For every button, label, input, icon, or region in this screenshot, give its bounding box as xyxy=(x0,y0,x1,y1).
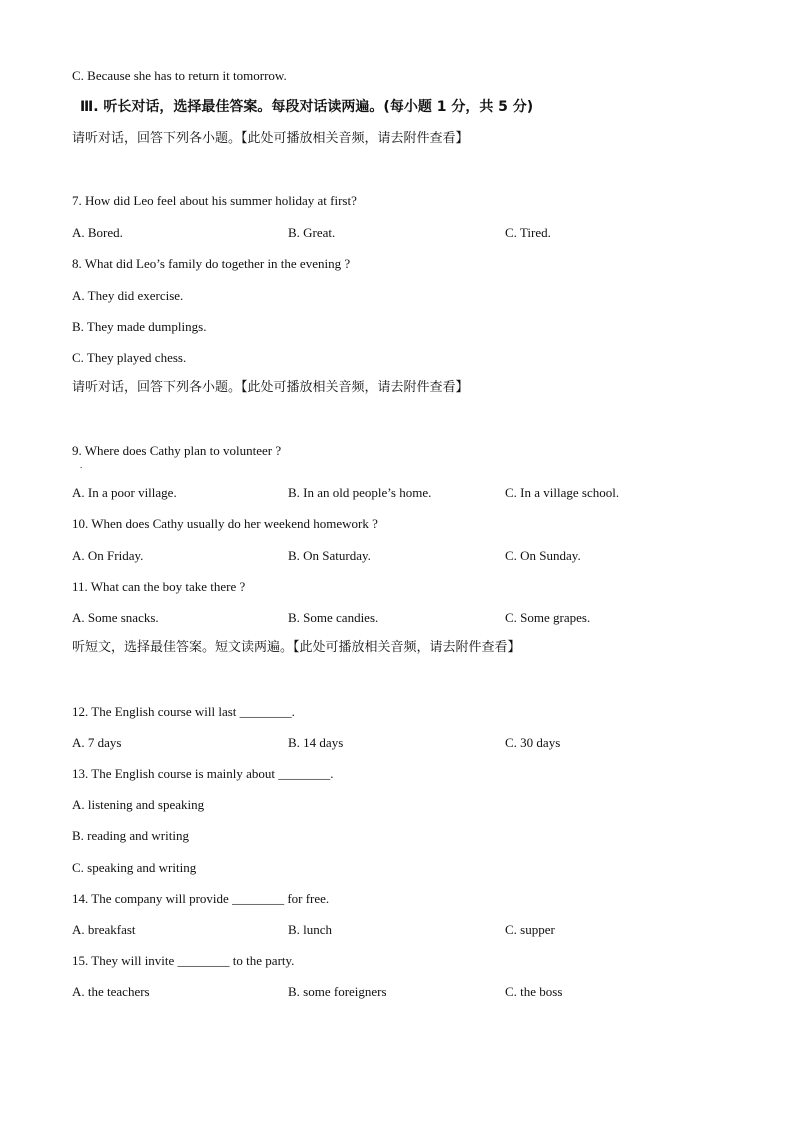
q8-option-b: B. They made dumplings. xyxy=(72,319,207,334)
q14-option-c: C. supper xyxy=(505,922,555,937)
q12-option-a: A. 7 days xyxy=(72,735,122,750)
q13-option-a: A. listening and speaking xyxy=(72,797,205,812)
section-heading: Ⅲ. 听长对话，选择最佳答案。每段对话读两遍。(每小题 1 分，共 5 分) xyxy=(80,99,534,115)
q9-option-a: A. In a poor village. xyxy=(72,485,177,500)
q9-option-b: B. In an old people’s home. xyxy=(288,485,432,500)
q8-option-a: A. They did exercise. xyxy=(72,288,184,303)
question-12: 12. The English course will last ________. xyxy=(72,704,295,719)
passage-instruction: 听短文，选择最佳答案。短文读两遍。【此处可播放相关音频，请去附件查看】 xyxy=(72,640,521,655)
q7-option-b: B. Great. xyxy=(288,225,336,240)
q15-option-c: C. the boss xyxy=(505,984,563,999)
q15-option-b: B. some foreigners xyxy=(288,984,387,999)
q10-option-c: C. On Sunday. xyxy=(505,548,581,563)
dialogue-1-instruction: 请听对话，回答下列各小题。【此处可播放相关音频，请去附件查看】 xyxy=(72,131,469,146)
question-15: 15. They will invite ________ to the party. xyxy=(72,953,295,968)
question-11: 11. What can the boy take there ? xyxy=(72,579,246,594)
q9-option-c: C. In a village school. xyxy=(505,485,620,500)
q11-option-b: B. Some candies. xyxy=(288,610,379,625)
question-10: 10. When does Cathy usually do her weekend homework ? xyxy=(72,516,378,531)
question-13: 13. The English course is mainly about ________. xyxy=(72,766,334,781)
q10-option-b: B. On Saturday. xyxy=(288,548,371,563)
q7-option-c: C. Tired. xyxy=(505,225,551,240)
q13-option-c: C. speaking and writing xyxy=(72,860,197,875)
q11-option-a: A. Some snacks. xyxy=(72,610,159,625)
question-7: 7. How did Leo feel about his summer holiday at first? xyxy=(72,193,357,208)
question-9: 9. Where does Cathy plan to volunteer ? xyxy=(72,443,282,458)
q12-option-c: C. 30 days xyxy=(505,735,561,750)
stray-mark: . xyxy=(80,460,83,470)
question-14: 14. The company will provide ________ for free. xyxy=(72,891,330,906)
q13-option-b: B. reading and writing xyxy=(72,828,189,843)
q8-option-c: C. They played chess. xyxy=(72,350,187,365)
dialogue-2-instruction: 请听对话，回答下列各小题。【此处可播放相关音频，请去附件查看】 xyxy=(72,380,469,395)
q7-option-a: A. Bored. xyxy=(72,225,123,240)
q11-option-c: C. Some grapes. xyxy=(505,610,591,625)
q14-option-b: B. lunch xyxy=(288,922,333,937)
question-8: 8. What did Leo’s family do together in the evening ? xyxy=(72,256,351,271)
option-c-previous-question: C. Because she has to return it tomorrow. xyxy=(72,68,287,83)
q14-option-a: A. breakfast xyxy=(72,922,136,937)
q12-option-b: B. 14 days xyxy=(288,735,344,750)
q15-option-a: A. the teachers xyxy=(72,984,150,999)
q10-option-a: A. On Friday. xyxy=(72,548,144,563)
